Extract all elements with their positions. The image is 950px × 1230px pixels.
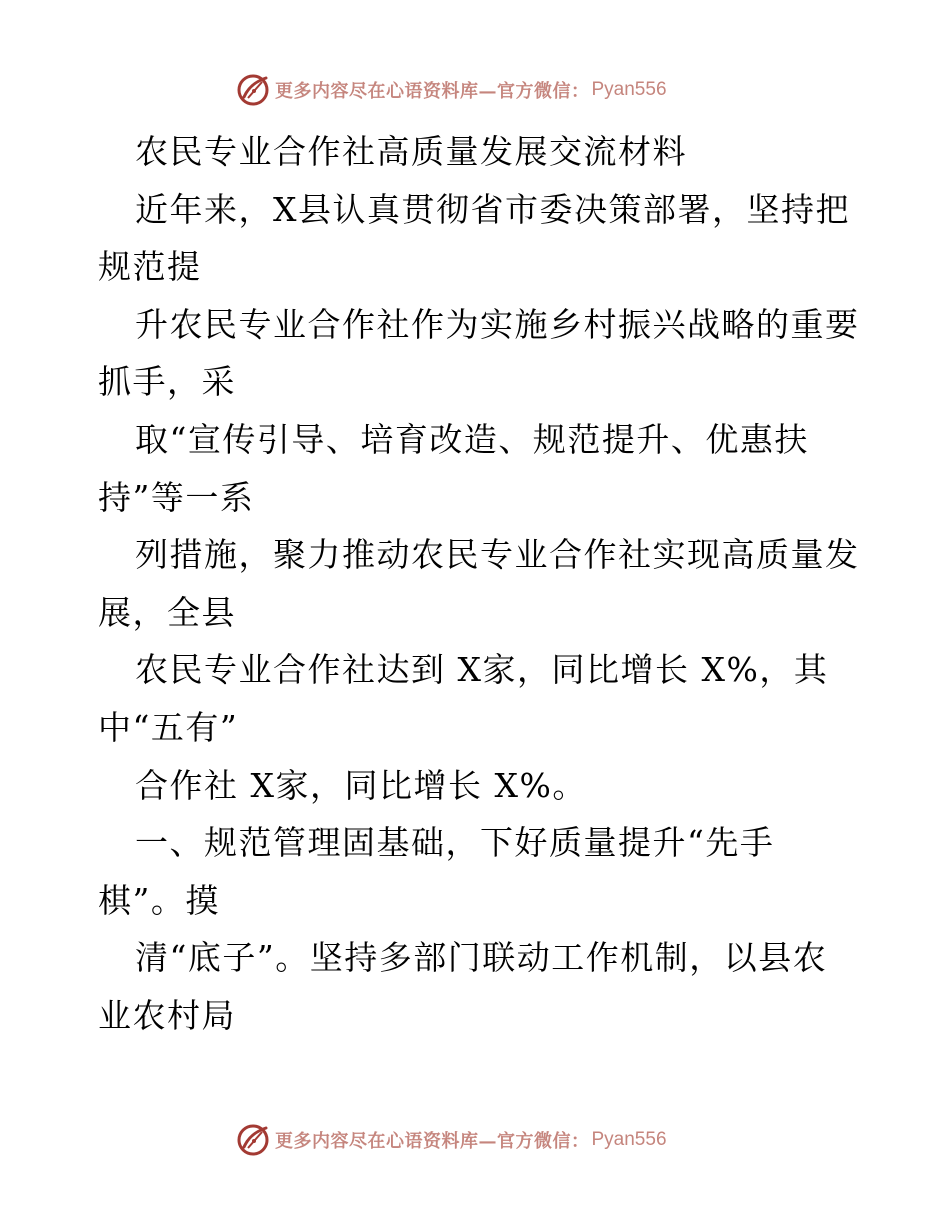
document-body — [98, 123, 868, 1045]
section-heading-line: 一、规范管理固基础，下好质量提升“先手 — [135, 823, 775, 863]
pen-logo-icon — [235, 72, 271, 108]
paragraph-line: 业农村局 — [98, 995, 236, 1035]
paragraph-line: 升农民专业合作社作为实施乡村振兴战略的重要 — [135, 304, 860, 344]
paragraph-line: 农民专业合作社达到 X家，同比增长 X%，其 — [135, 650, 829, 690]
footer-watermark-banner — [235, 1120, 667, 1160]
paragraph-line: 规范提 — [98, 247, 202, 287]
paragraph-line: 近年来，X县认真贯彻省市委决策部署，坚持把 — [135, 189, 850, 229]
paragraph-line: 抓手，采 — [98, 362, 236, 402]
paragraph-line: 清“底子”。坚持多部门联动工作机制，以县农 — [135, 938, 828, 978]
header-watermark-banner — [235, 70, 667, 110]
header-banner-text: 更多内容尽在心语资料库—官方微信： — [275, 81, 590, 102]
paragraph-line: 展，全县 — [98, 592, 236, 632]
paragraph-line: 中“五有” — [98, 707, 239, 747]
pen-logo-icon — [235, 1122, 271, 1158]
footer-banner-text: 更多内容尽在心语资料库—官方微信： — [275, 1131, 590, 1152]
paragraph-line: 取“宣传引导、培育改造、规范提升、优惠扶 — [135, 419, 809, 459]
document-title: 农民专业合作社高质量发展交流材料 — [135, 132, 687, 171]
header-banner-id: Pyan556 — [591, 79, 667, 100]
paragraph-line: 持”等一系 — [98, 477, 255, 517]
footer-banner-id: Pyan556 — [591, 1129, 667, 1150]
paragraph-line: 列措施，聚力推动农民专业合作社实现高质量发 — [135, 535, 860, 575]
paragraph-line: 合作社 X家，同比增长 X%。 — [135, 765, 587, 805]
paragraph-line: 棋”。摸 — [98, 880, 220, 920]
